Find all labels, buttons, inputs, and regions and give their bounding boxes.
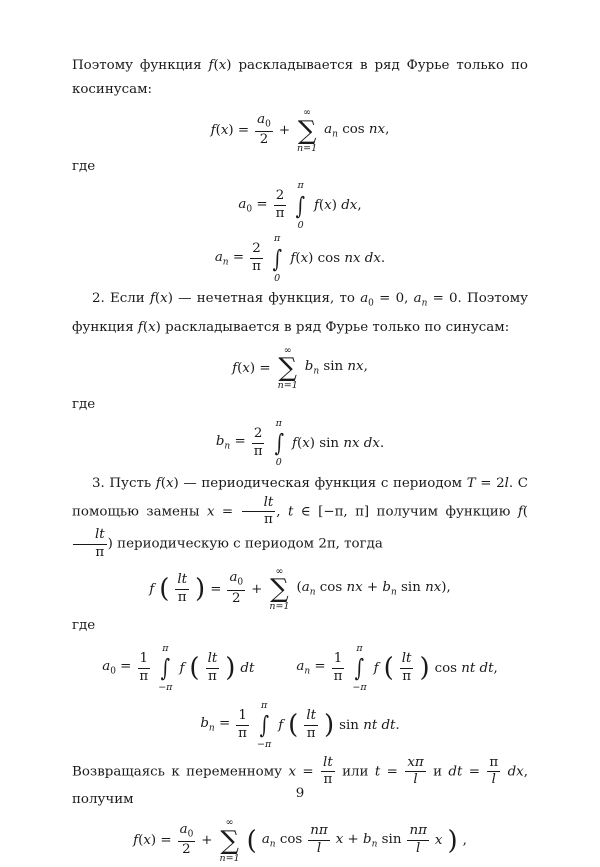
equation-a0-general: $a_0$ = $\frac{1}{\pi}$ π ∫ −π f ( $\frac{lt}{\pi}$ ) dt [102,642,255,694]
paragraph-cosine-series: Поэтому функция f(x) раскладывается в ряд Фурье только по косинусам: [72,58,528,97]
equation-an-general: $a_n$ = $\frac{1}{\pi}$ π ∫ −π f ( $\frac{lt}{\pi}$ ) cos nt dt, [296,642,498,694]
paragraph-return-variable: Возвращаясь к переменному x = $\frac{lt}{\pi}$ или t = $\frac{x\pi}{l}$ и dt = $\frac{\pi}{l}$ dx, получим [72,754,528,808]
equation-sine-series: f(x) = ∞ ∑ n=1 $b_n$ sin nx, [232,344,368,392]
label-where-1: где [72,159,96,174]
label-where-2: где [72,396,96,412]
equation-a0-cosine: $a_0$ = $\frac{2}{\pi}$ π ∫ 0 f(x) dx, [238,180,362,231]
equation-bn-general: $b_n$ = $\frac{1}{\pi}$ π ∫ −π f ( $\frac{lt}{\pi}$ ) sin nt dt. [200,699,400,751]
equation-general-series: f ( $\frac{lt}{\pi}$ ) = $\frac{a_0}{2}$ + ∞ ∑ n=1 ($a_n$ cos nx + $b_n$ sin nx), [149,565,451,613]
label-where-3: где [72,617,96,633]
paragraph-periodic-function: 3. Пусть f(x) — периодическая функция с периодом T = 2l. С помощью замены x = $\frac{lt}{\pi}$ , t ∈ [−π, π] получим функцию f( $\frac{lt}{\pi}$ ) периодическую с периодом 2π, тогда [72,475,529,560]
page-number: 9 [295,786,305,801]
equation-bn-sine: $b_n$ = $\frac{2}{\pi}$ π ∫ 0 f(x) sin nx dx. [215,417,385,469]
equation-cosine-series: f(x) = $\frac{a_0}{2}$ + ∞ ∑ n=1 $a_n$ cos nx, [210,107,390,154]
equation-an-cosine: $a_n$ = $\frac{2}{\pi}$ π ∫ 0 f(x) cos nx dx. [214,233,386,284]
page-content [72,48,528,867]
paragraph-odd-function: 2. Если f(x) — нечетная функция, то $a_0 = 0$, $a_n = 0$. Поэтому функция f(x) раскладывается в ряд Фурье только по синусам: [72,291,529,335]
equation-row-coefficients [72,640,528,697]
equation-final-series: f(x) = $\frac{a_0}{2}$ + ∞ ∑ n=1 ( $a_n$ cos $\frac{n\pi}{l}$ $x + b_n$ sin $\frac{n\pi}{l}$ x ) , [133,817,467,864]
